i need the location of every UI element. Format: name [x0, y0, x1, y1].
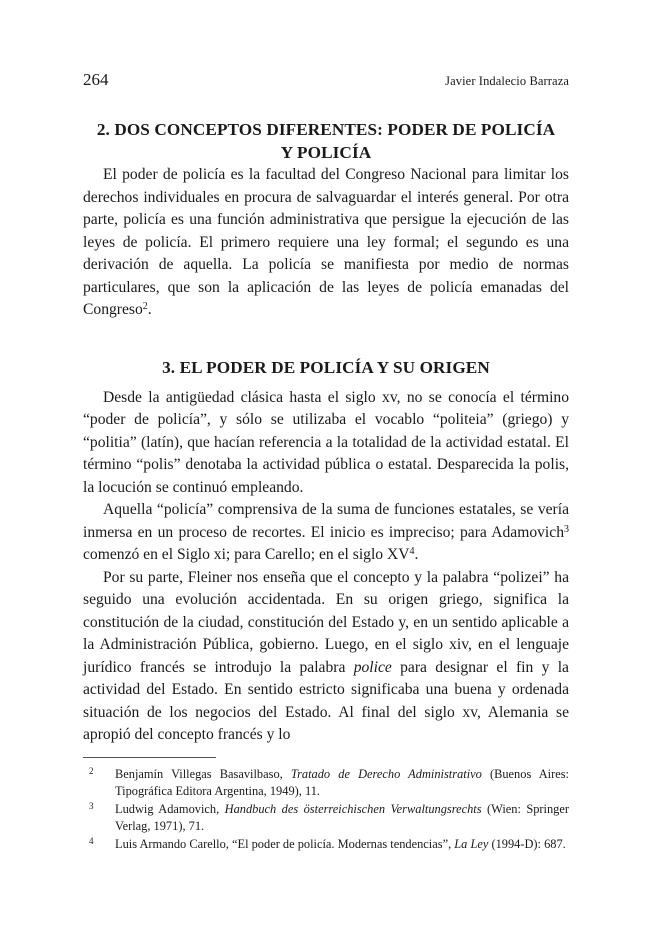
footnote-text: [115, 836, 569, 853]
italic-term: police: [353, 658, 392, 676]
running-header: [83, 70, 569, 96]
page-number: 264: [83, 70, 109, 89]
section-2-heading-line1: 2. DOS CONCEPTOS DIFERENTES: PODER DE POLICÍA: [96, 120, 556, 139]
footnote-title: Handbuch des österreichischen Verwaltungsrechts: [224, 801, 482, 816]
footnote-ref-4[interactable]: 4: [409, 546, 415, 557]
footnote-post: (Buenos Aires: Tipográfica Editora Argentina, 1949), 11.: [115, 767, 569, 799]
footnote-pre: Benjamín Villegas Basavilbaso,: [115, 767, 291, 781]
section-3-body: [83, 387, 569, 747]
paragraph-text: Por su parte, Fleiner nos enseña que el concepto y la palabra “polizei” ha seguido una evolución accidentada. En su origen griego, significa la constitución de la ciudad, constitución del Estado y, en un sentido aplicable a la Administración Pública, gobierno. Luego, en el siglo xiv, en el lenguaje jurídico francés se introdujo la palabra: [83, 568, 569, 676]
paragraph-text: El poder de policía es la facultad del Congreso Nacional para limitar los derechos individuales en procura de salvaguardar el interés general. Por otra parte, policía es una función administrativa que persigue la ejecución de las leyes de policía. El primero requiere una ley formal; el segundo es una derivación de aquella. La policía se manifiesta por medio de normas particulares, que son la aplicación de las leyes de policía emanadas del Congreso: [83, 166, 569, 318]
section-2-heading-line2: Y POLICÍA: [280, 143, 372, 162]
section-2-heading: [83, 118, 569, 164]
footnote-3: [83, 801, 569, 836]
running-head-author: Javier Indalecio Barraza: [445, 74, 569, 88]
footnote-4: [83, 836, 569, 853]
footnote-number: 2: [89, 766, 94, 776]
footnote-title: Tratado de Derecho Administrativo: [290, 767, 482, 781]
footnote-post: (1994-D): 687.: [488, 836, 566, 851]
paragraph-end: .: [147, 301, 152, 318]
section-3-paragraph-1: Desde la antigüedad clásica hasta el siglo xv, no se conocía el término “poder de policía”, y sólo se utilizaba el vocablo “politeia” (griego) y “politia” (latín), que hacían referencia a la totalidad de la actividad estatal. El término “polis” denotaba la actividad pública o estatal. Desparecida la polis, la locución se continuó empleando.: [83, 388, 569, 496]
section-2-body: [83, 164, 569, 322]
paragraph-text: para designar el fin y la actividad del Estado. En sentido estricto significaba una buena y ordenada situación de los negocios del Estado. Al final del siglo xv, Alemania se apropió del concepto francés y lo: [83, 658, 569, 743]
footnotes: [83, 766, 569, 853]
footnote-divider: [83, 757, 216, 758]
footnote-pre: Ludwig Adamovich,: [115, 801, 225, 816]
section-3-paragraph-3: [83, 567, 569, 747]
footnote-2: [83, 766, 569, 801]
footnote-ref-3[interactable]: 3: [564, 523, 569, 535]
page-content: [83, 70, 569, 747]
section-2-paragraph-1: [83, 164, 569, 322]
section-3-heading: 3. EL PODER DE POLICÍA Y SU ORIGEN: [162, 357, 490, 377]
footnote-post: (Wien: Springer Verlag, 1971), 71.: [115, 801, 569, 834]
paragraph-text: Aquella “policía” comprensiva de la suma de funciones estatales, se vería inmersa en un proceso de recortes. El inicio es impreciso; para Adamovich: [83, 501, 569, 541]
footnote-pre: Luis Armando Carello, “El poder de policía. Modernas tendencias”,: [115, 836, 455, 851]
footnote-number: 4: [89, 835, 94, 846]
footnote-text: [115, 766, 569, 801]
footnote-ref-2[interactable]: 2: [142, 301, 148, 312]
footnote-number: 3: [89, 800, 94, 811]
paragraph-end: .: [414, 546, 419, 563]
section-3-paragraph-2: [83, 499, 569, 567]
paragraph-text: comenzó en el Siglo xi; para Carello; en el siglo XV: [83, 546, 410, 563]
footnote-title: La Ley: [454, 836, 489, 851]
footnote-text: [115, 801, 569, 836]
